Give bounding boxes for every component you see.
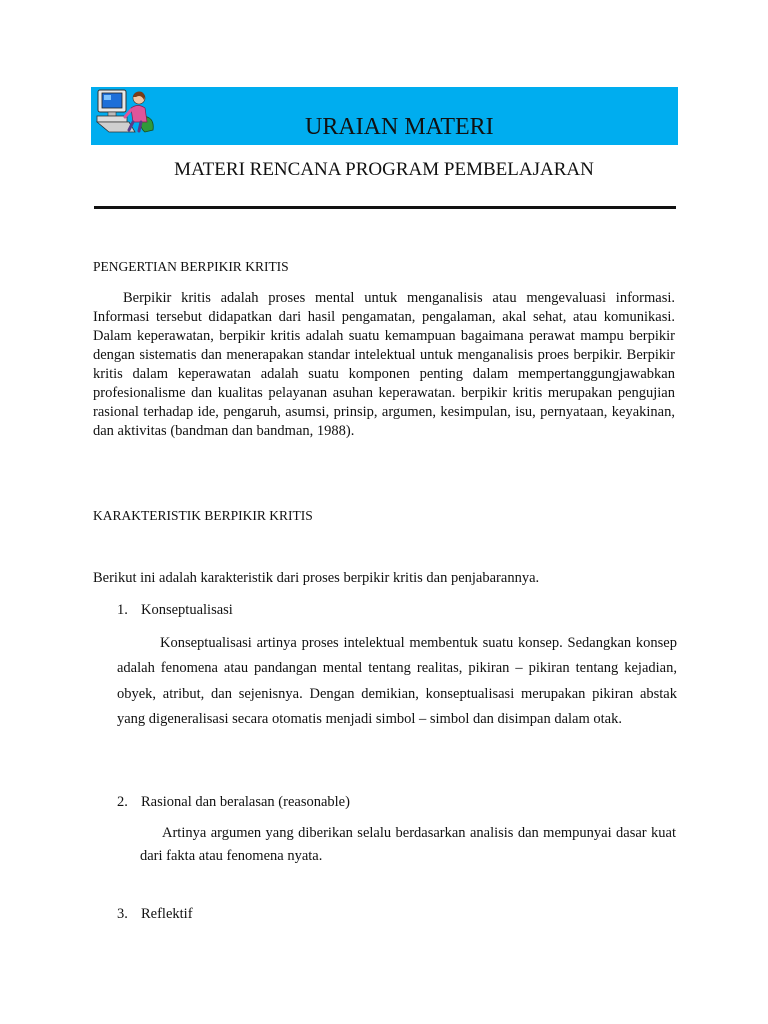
woman-at-computer-icon: [95, 88, 157, 136]
header-divider: [94, 206, 676, 209]
list-item-title: Reflektif: [141, 906, 193, 922]
list-item-body-2: Artinya argumen yang diberikan selalu berdasarkan analisis dan mempunyai dasar kuat dari fakta atau fenomena nyata.: [140, 825, 676, 864]
list-item-label-2: [117, 793, 350, 812]
list-item-label-1: [117, 601, 233, 620]
list-item-label-3: [117, 905, 193, 924]
list-item-title: Rasional dan beralasan (reasonable): [141, 794, 350, 810]
list-item-number: 2.: [117, 794, 128, 810]
list-item-body-1: Konseptualisasi artinya proses intelektual membentuk suatu konsep. Sedangkan konsep adalah fenomena atau pandangan mental tentang realitas, pikiran – pikiran tentang kejadian, obyek, atribut, dan sejenisnya. Dengan demikian, konseptualisasi merupakan pikiran abstak yang digeneralisasi secara otomatis menjadi simbol – simbol dan disimpan dalam otak.: [117, 635, 677, 727]
list-item-title: Konseptualisasi: [141, 602, 233, 618]
page-subtitle: MATERI RENCANA PROGRAM PEMBELAJARAN: [174, 159, 594, 180]
list-item-number: 1.: [117, 602, 128, 618]
banner-title: URAIAN MATERI: [305, 114, 494, 140]
section-heading-pengertian: PENGERTIAN BERPIKIR KRITIS: [93, 259, 289, 274]
paragraph-pengertian: Berpikir kritis adalah proses mental untuk menganalisis atau mengevaluasi informasi. Informasi tersebut didapatkan dari hasil pengamatan, pengalaman, akal sehat, atau komunikasi. Dalam keperawatan, berpikir kritis adalah suatu kemampuan bagaimana perawat mampu berpikir dengan sistematis dan menerapakan standar intelektual untuk menganalisis proes berpikir. Berpikir kritis dalam keperawatan adalah suatu komponen penting dalam mempertanggungjawabkan profesionalisme dan kualitas pelayanan asuhan keperawatan. berpikir kritis merupakan pengujian rasional terhadap ide, pengaruh, asumsi, prinsip, argumen, kesimpulan, isu, pernyataan, keyakinan, dan aktivitas (bandman dan bandman, 1988).: [93, 290, 675, 439]
section-heading-karakteristik: KARAKTERISTIK BERPIKIR KRITIS: [93, 508, 313, 523]
list-item-number: 3.: [117, 906, 128, 922]
intro-karakteristik: Berikut ini adalah karakteristik dari proses berpikir kritis dan penjabarannya.: [93, 570, 540, 586]
